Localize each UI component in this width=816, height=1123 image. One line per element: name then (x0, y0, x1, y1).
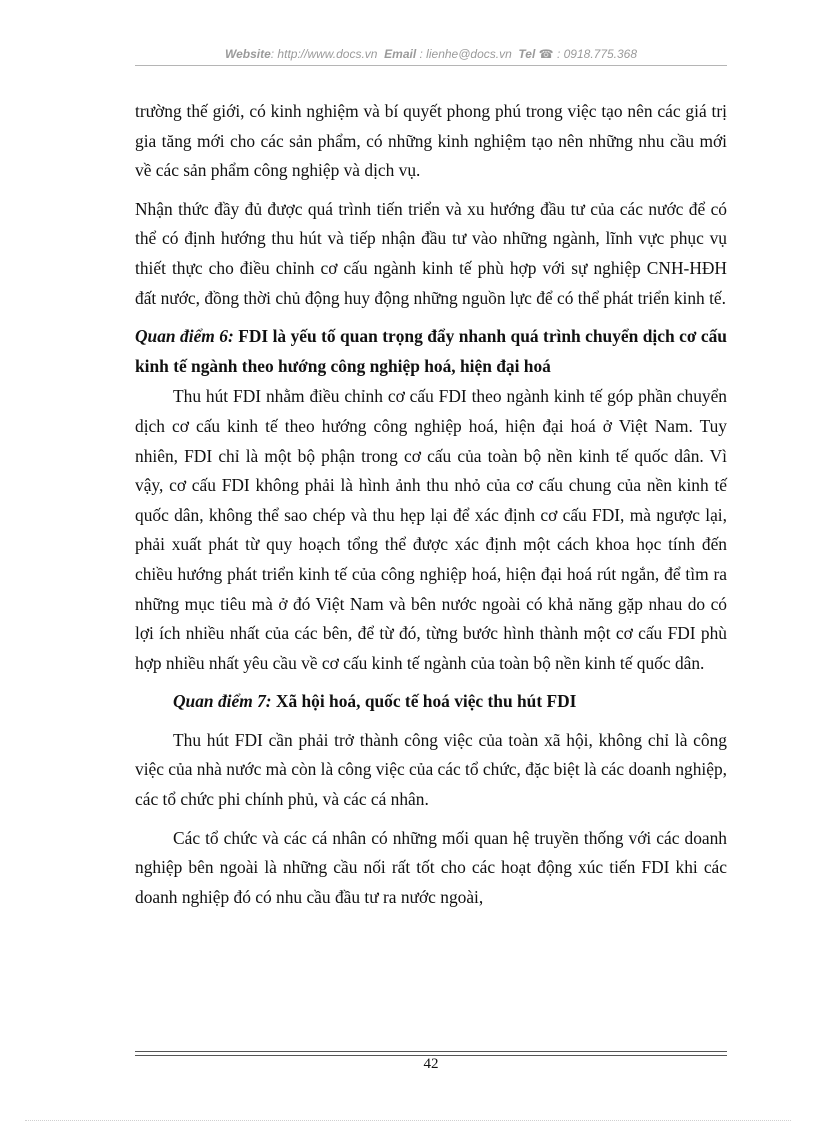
page-edge (25, 1120, 791, 1121)
paragraph-4: Thu hút FDI cần phải trở thành công việc của toàn xã hội, không chỉ là công việc của nhà nước mà còn là công việc của các tổ chức, đặc biệt là các doanh nghiệp, các tổ chức phi chính phủ, và các cá nhân. (135, 729, 727, 810)
email-value: : lienhe@docs.vn (419, 47, 512, 61)
tel-label: Tel (518, 47, 536, 61)
document-body (135, 97, 727, 921)
website-value: : http://www.docs.vn (270, 47, 378, 61)
paragraph-2: Nhận thức đầy đủ được quá trình tiến triển và xu hướng đầu tư của các nước để có thể có định hướng thu hút và tiếp nhận đầu tư vào những ngành, lĩnh vực phục vụ thiết thực cho điều chỉnh cơ cấu ngành kinh tế phù hợp với sự nghiệp CNH-HĐH đất nước, đồng thời chủ động huy động những nguồn lực để có thể phát triển kinh tế. (135, 198, 727, 308)
page-header (135, 47, 727, 61)
paragraph-3: Thu hút FDI nhằm điều chỉnh cơ cấu FDI theo ngành kinh tế góp phần chuyển dịch cơ cấu kinh tế theo hướng công nghiệp hoá, hiện đại hoá ở Việt Nam. Tuy nhiên, FDI chỉ là một bộ phận trong cơ cấu của toàn bộ nền kinh tế quốc dân. Vì vậy, cơ cấu FDI không phải là hình ảnh thu nhỏ của cơ cấu chung của nền kinh tế quốc dân, không thể sao chép và thu hẹp lại để xác định cơ cấu FDI, mà ngược lại, phải xuất phát từ quy hoạch tổng thể được xác định một cách khoa học tính đến chiều hướng phát triển kinh tế của công nghiệp hoá, hiện đại hoá rút ngắn, để tìm ra những mục tiêu mà ở đó Việt Nam và bên nước ngoài có khả năng gặp nhau do có lợi ích nhiều nhất của các bên, để từ đó, từng bước hình thành một cơ cấu FDI phù hợp nhiều nhất yêu cầu về cơ cấu kinh tế ngành của toàn bộ nền kinh tế quốc dân. (135, 386, 727, 673)
footer-divider-top (135, 1051, 727, 1052)
page-number: 42 (423, 1056, 439, 1072)
heading-6-label: Quan điểm 6: (135, 326, 234, 347)
email-label: Email (384, 47, 417, 61)
heading-quan-diem-6 (135, 322, 727, 381)
heading-7-text: Xã hội hoá, quốc tế hoá việc thu hút FDI (271, 691, 577, 712)
heading-6-text: FDI là yếu tố quan trọng đẩy nhanh quá trình chuyển dịch cơ cấu kinh tế ngành theo hướng công nghiệp hoá, hiện đại hoá (135, 326, 727, 376)
paragraph-1: trường thế giới, có kinh nghiệm và bí quyết phong phú trong việc tạo nên các giá trị gia tăng mới cho các sản phẩm, có những kinh nghiệm tạo nên những nhu cầu mới về các sản phẩm công nghiệp và dịch vụ. (135, 101, 727, 181)
heading-quan-diem-7 (135, 687, 727, 717)
paragraph-5: Các tổ chức và các cá nhân có những mối quan hệ truyền thống với các doanh nghiệp bên ngoài là những cầu nối rất tốt cho các hoạt động xúc tiến FDI khi các doanh nghiệp đó có nhu cầu đầu tư ra nước ngoài, (135, 827, 727, 907)
website-label: Website (224, 47, 271, 61)
heading-7-label: Quan điểm 7: (173, 691, 272, 712)
tel-value: ☎ : 0918.775.368 (538, 47, 638, 61)
header-divider (135, 65, 727, 66)
